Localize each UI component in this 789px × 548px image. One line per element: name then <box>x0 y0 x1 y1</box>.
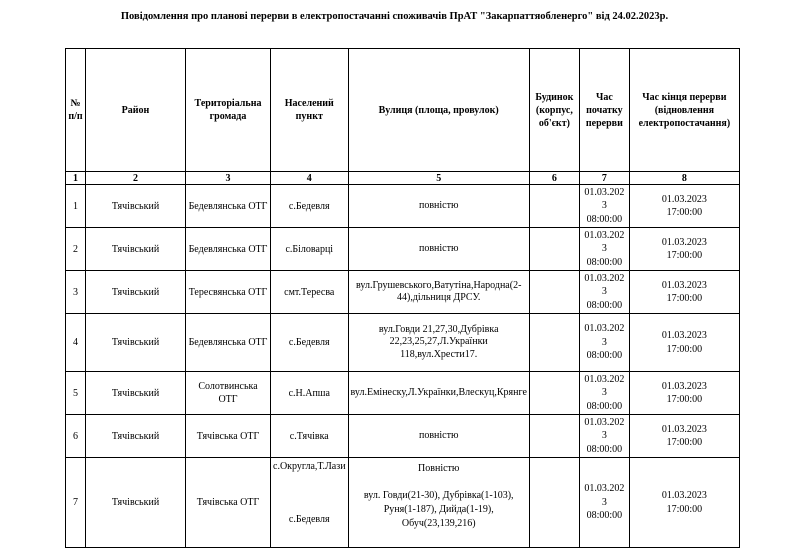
end-time: 17:00:00 <box>666 250 703 261</box>
row-district: Тячівський <box>86 415 186 458</box>
end-date: 01.03.2023 <box>661 236 707 248</box>
row-start <box>579 314 629 372</box>
row-end <box>629 228 739 271</box>
row-street: повністю <box>348 228 529 271</box>
row-community: Бедевлянська ОТГ <box>186 228 271 271</box>
row-start <box>579 372 629 415</box>
row-num: 3 <box>66 271 86 314</box>
row-community: Тересвянська ОТГ <box>186 271 271 314</box>
row-building <box>529 372 579 415</box>
row-community: Тячівська ОТГ <box>186 458 271 548</box>
row-building <box>529 314 579 372</box>
column-number-row <box>66 172 740 185</box>
start-date: 01.03.202 <box>584 272 625 284</box>
street-top: Повністю <box>418 463 460 474</box>
row-district: Тячівський <box>86 458 186 548</box>
row-street: вул.Емінеску,Л.Українки,Влескуц,Крянге <box>348 372 529 415</box>
row-building <box>529 228 579 271</box>
start-date: 01.03.202 <box>584 373 625 385</box>
end-date: 01.03.2023 <box>661 330 707 341</box>
row-street: вул.Грушевського,Ватутіна,Народна(2-44),дільниця ДРСУ. <box>348 271 529 314</box>
row-community: Солотвинська ОТГ <box>186 372 271 415</box>
row-num: 1 <box>66 185 86 228</box>
start-time: 08:00:00 <box>586 443 623 455</box>
row-num: 2 <box>66 228 86 271</box>
row-building <box>529 271 579 314</box>
row-building <box>529 415 579 458</box>
row-settlement: с.Тячівка <box>271 415 349 458</box>
header-start: Час початку перерви <box>579 49 629 172</box>
end-date: 01.03.2023 <box>661 193 707 205</box>
row-settlement: с.Бедевля <box>271 185 349 228</box>
end-time: 17:00:00 <box>666 503 703 515</box>
row-settlement: с.Н.Апша <box>271 372 349 415</box>
column-number: 6 <box>529 172 579 185</box>
street-bottom: вул. Говди(21-30), Дубрівка(1-103), Руня(1-187), Дийда(1-19), Обуч(23,139,216) <box>363 489 514 529</box>
table-row <box>66 185 740 228</box>
row-end <box>629 185 739 228</box>
start-year: 3 <box>601 387 607 399</box>
row-community: Бедевлянська ОТГ <box>186 185 271 228</box>
end-date: 01.03.2023 <box>661 380 707 392</box>
table-row <box>66 228 740 271</box>
outage-table <box>65 48 740 548</box>
row-settlement: с.Біловарці <box>271 228 349 271</box>
end-time: 17:00:00 <box>666 394 703 405</box>
table-row <box>66 271 740 314</box>
header-num: № п/п <box>66 49 86 172</box>
end-time: 17:00:00 <box>666 293 703 304</box>
row-settlement: с.Бедевля <box>271 314 349 372</box>
row-district: Тячівський <box>86 185 186 228</box>
start-time: 08:00:00 <box>586 299 623 311</box>
table-row <box>66 415 740 458</box>
start-time: 08:00:00 <box>586 350 623 362</box>
row-start <box>579 415 629 458</box>
row-start <box>579 228 629 271</box>
column-number: 8 <box>629 172 739 185</box>
settlement-bottom: с.Бедевля <box>288 514 330 525</box>
end-date: 01.03.2023 <box>661 490 707 501</box>
header-building: Будинок (корпус, об'єкт) <box>529 49 579 172</box>
row-end <box>629 458 739 548</box>
header-row <box>66 49 740 172</box>
table-row <box>66 314 740 372</box>
row-end <box>629 314 739 372</box>
start-year: 3 <box>601 286 607 298</box>
end-time: 17:00:00 <box>666 207 703 218</box>
end-time: 17:00:00 <box>666 343 703 355</box>
end-date: 01.03.2023 <box>661 279 707 291</box>
row-street: повністю <box>348 415 529 458</box>
end-time: 17:00:00 <box>666 437 703 448</box>
row-street <box>348 458 529 548</box>
row-building <box>529 185 579 228</box>
row-end <box>629 372 739 415</box>
row-street: вул.Говди 21,27,30,Дубрівка 22,23,25,27,Л.Українки 118,вул.Хрести17. <box>348 314 529 372</box>
row-start <box>579 271 629 314</box>
row-district: Тячівський <box>86 271 186 314</box>
start-date: 01.03.202 <box>584 416 625 428</box>
start-date: 01.03.202 <box>584 483 625 495</box>
row-building <box>529 458 579 548</box>
end-date: 01.03.2023 <box>661 423 707 435</box>
column-number: 4 <box>271 172 349 185</box>
row-community: Тячівська ОТГ <box>186 415 271 458</box>
header-settlement: Населений пункт <box>271 49 349 172</box>
row-end <box>629 271 739 314</box>
row-district: Тячівський <box>86 314 186 372</box>
row-community: Бедевлянська ОТГ <box>186 314 271 372</box>
row-num: 7 <box>66 458 86 548</box>
document-title: Повідомлення про планові перерви в електропостачанні споживачів ПрАТ "Закарпаттяобленерго" від 24.02.2023р. <box>120 11 669 22</box>
column-number: 2 <box>86 172 186 185</box>
column-number: 5 <box>348 172 529 185</box>
start-year: 3 <box>601 336 607 348</box>
row-start <box>579 458 629 548</box>
row-num: 6 <box>66 415 86 458</box>
settlement-top: с.Округла,Т.Лази <box>273 461 346 472</box>
start-time: 08:00:00 <box>586 256 623 268</box>
start-time: 08:00:00 <box>586 213 623 225</box>
row-street: повністю <box>348 185 529 228</box>
header-district: Район <box>86 49 186 172</box>
header-street: Вулиця (площа, провулок) <box>348 49 529 172</box>
row-district: Тячівський <box>86 372 186 415</box>
column-number: 1 <box>66 172 86 185</box>
row-num: 4 <box>66 314 86 372</box>
row-num: 5 <box>66 372 86 415</box>
column-number: 3 <box>186 172 271 185</box>
row-settlement <box>271 458 349 548</box>
table-row <box>66 372 740 415</box>
row-end <box>629 415 739 458</box>
start-date: 01.03.202 <box>584 229 625 241</box>
start-date: 01.03.202 <box>584 186 625 198</box>
row-start <box>579 185 629 228</box>
header-end: Час кінця перерви (відновлення електропостачання) <box>629 49 739 172</box>
start-date: 01.03.202 <box>584 323 625 335</box>
row-district: Тячівський <box>86 228 186 271</box>
start-year: 3 <box>601 430 607 442</box>
table-row <box>66 458 740 548</box>
start-year: 3 <box>601 496 607 508</box>
start-year: 3 <box>601 200 607 212</box>
header-community: Територіальна громада <box>186 49 271 172</box>
column-number: 7 <box>579 172 629 185</box>
start-time: 08:00:00 <box>586 510 623 522</box>
start-year: 3 <box>601 243 607 255</box>
start-time: 08:00:00 <box>586 400 623 412</box>
row-settlement: смт.Тересва <box>271 271 349 314</box>
